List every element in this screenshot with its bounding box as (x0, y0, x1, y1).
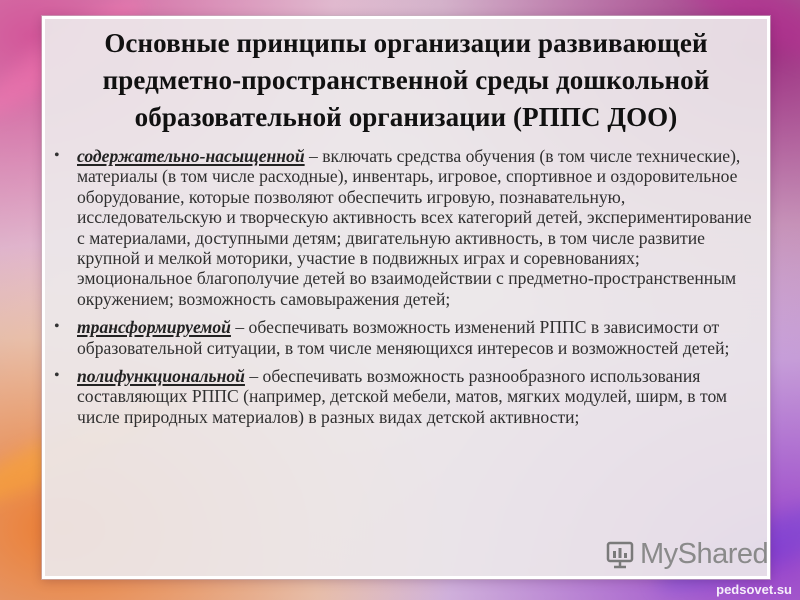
myshared-logo (606, 537, 768, 571)
slide-title: Основные принципы организации развивающей предметно-пространственной среды дошкольной образовательной организации (РППС ДОО) (102, 28, 710, 132)
bullet-text: – обеспечивать возможность изменений РППС в зависимости от образовательной ситуации, в том числе меняющихся интересов и возможностей детей; (77, 317, 730, 358)
bullet-text: – включать средства обучения (в том числе технические), материалы (в том числе расходные), инвентарь, игровое, спортивное и оздоровительное оборудование, которые позволяют обеспечить игровую, познавательную, исследовательскую и творческую активность всех категорий детей, экспериментирование с материалами, доступными детям; двигательную активность, в том числе развитие крупной и мелкой моторики, участие в подвижных играх и соревнованиях; эмоциональное благополучие детей во взаимодействии с предметно-пространственным окружением; возможность самовыражения детей; (77, 146, 752, 309)
list-item-content-rich (54, 146, 753, 309)
bullet-icon: • (54, 318, 60, 336)
list-item-polyfunctional (54, 366, 753, 427)
myshared-logo-icon (606, 539, 636, 569)
content-panel (42, 16, 770, 579)
bullet-icon: • (54, 147, 60, 164)
principles-list (45, 146, 767, 427)
term-content-rich: содержательно-насыщенной (77, 146, 305, 166)
term-transformable: трансформируемой (77, 317, 231, 338)
list-item-transformable (54, 317, 753, 358)
term-polyfunctional: полифункциональной (77, 366, 245, 387)
bullet-text: – обеспечивать возможность разнообразного использования составляющих РППС (например, детской мебели, матов, мягких модулей, ширм, в том числе природных материалов) в разных видах детской активности; (77, 366, 728, 427)
watermark: pedsovet.su (716, 582, 792, 597)
logo-text: MyShared (640, 537, 769, 570)
bullet-icon: • (54, 367, 60, 385)
